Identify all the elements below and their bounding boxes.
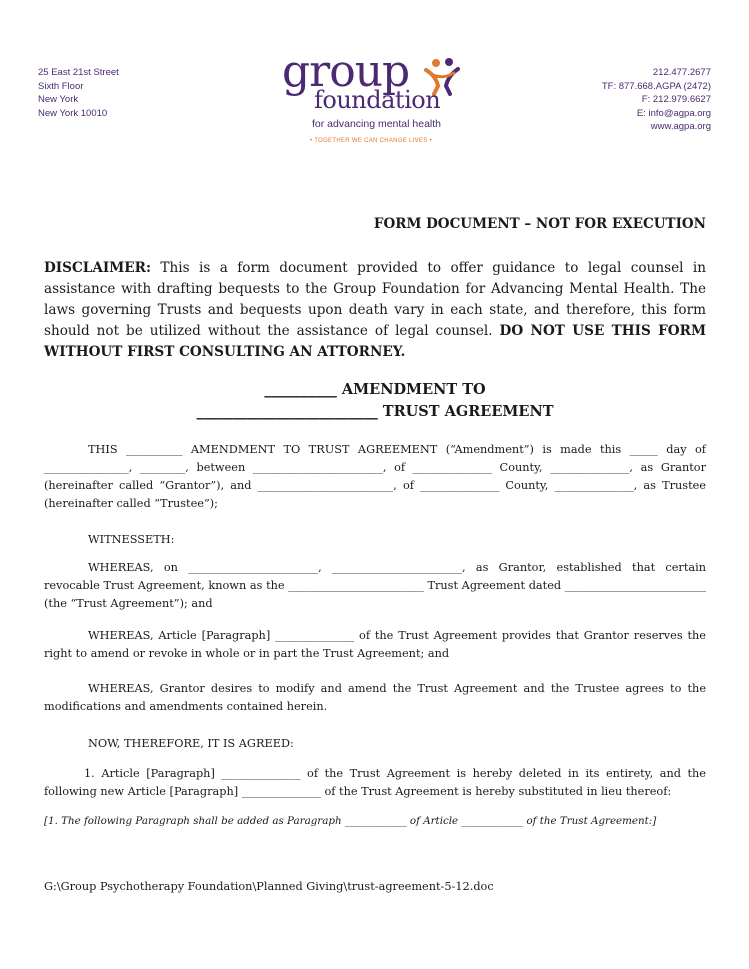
address-line: New York 10010 [38, 107, 108, 119]
contact-website: www.agpa.org [650, 121, 711, 132]
logo-tagline: for advancing mental health [312, 118, 441, 130]
intro-paragraph: THIS __________ AMENDMENT TO TRUST AGREEMENT (“Amendment”) is made this _____ day of _______________, ________, between _______________________, of ______________ County, ______________, as Grantor (hereinafter called “Grantor”), and ________________________, of ______________ County, ______________, as Trustee (hereinafter called “Trustee”); [44, 443, 706, 510]
form-heading: FORM DOCUMENT – NOT FOR EXECUTION [373, 216, 706, 232]
whereas-paragraph-3: WHEREAS, Grantor desires to modify and amend the Trust Agreement and the Trustee agrees to the modifications and amendments contained herein. [44, 682, 706, 713]
file-path-footer: G:\Group Psychotherapy Foundation\Planned Giving\trust-agreement-5-12.doc [44, 880, 494, 893]
logo-word-group: group [282, 46, 410, 97]
whereas-paragraph-1: WHEREAS, on _______________________, _______________________, as Grantor, established that certain revocable Trust Agreement, known as the ________________________ Trust Agreement dated _________________________ (the “Trust Agreement”); and [44, 561, 706, 610]
letterhead-address [38, 66, 119, 120]
address-line: Sixth Floor [38, 80, 84, 92]
letterhead-contact [602, 66, 711, 134]
address-line: New York [38, 94, 79, 105]
document-title-line-1: __________ AMENDMENT TO [264, 381, 486, 398]
disclaimer-text: This is a form document provided to offer guidance to legal counsel in assistance with drafting bequests to the Group Foundation for Advancing Mental Health. The laws governing Trusts and bequests upon death vary in each state, and therefore, this form should not be utilized without the assistance of legal counsel. [44, 260, 706, 339]
disclaimer-label: DISCLAIMER: [44, 260, 151, 276]
witnesseth-heading: WITNESSETH: [88, 533, 175, 546]
numbered-item-1: 1. Article [Paragraph] ______________ of the Trust Agreement is hereby deleted in its entirety, and the following new Article [Paragraph] ______________ of the Trust Agreement is hereby substituted in lieu thereof: [44, 767, 706, 798]
address-line: 25 East 21st Street [38, 67, 119, 78]
group-foundation-logo [270, 46, 480, 152]
contact-line: F: 212.979.6627 [641, 94, 711, 105]
contact-line: 212.477.2677 [652, 67, 711, 78]
whereas-paragraph-2: WHEREAS, Article [Paragraph] ______________ of the Trust Agreement provides that Grantor reserves the right to amend or revoke in whole or in part the Trust Agreement; and [44, 629, 706, 660]
disclaimer-paragraph [44, 258, 706, 363]
disclaimer-warning: DO NOT USE THIS FORM WITHOUT FIRST CONSULTING AN ATTORNEY. [44, 323, 706, 360]
logo-motto: • TOGETHER WE CAN CHANGE LIVES • [310, 138, 432, 144]
agreed-heading: NOW, THEREFORE, IT IS AGREED: [88, 737, 294, 750]
logo-word-foundation: foundation [314, 86, 441, 114]
document-title-line-2: _________________________ TRUST AGREEMENT [196, 403, 554, 420]
italic-instruction-note: [1. The following Paragraph shall be added as Paragraph ____________ of Article ____________ of the Trust Agreement:] [44, 815, 657, 827]
contact-email: E: info@agpa.org [636, 107, 711, 119]
contact-line: TF: 877.668.AGPA (2472) [601, 80, 711, 92]
